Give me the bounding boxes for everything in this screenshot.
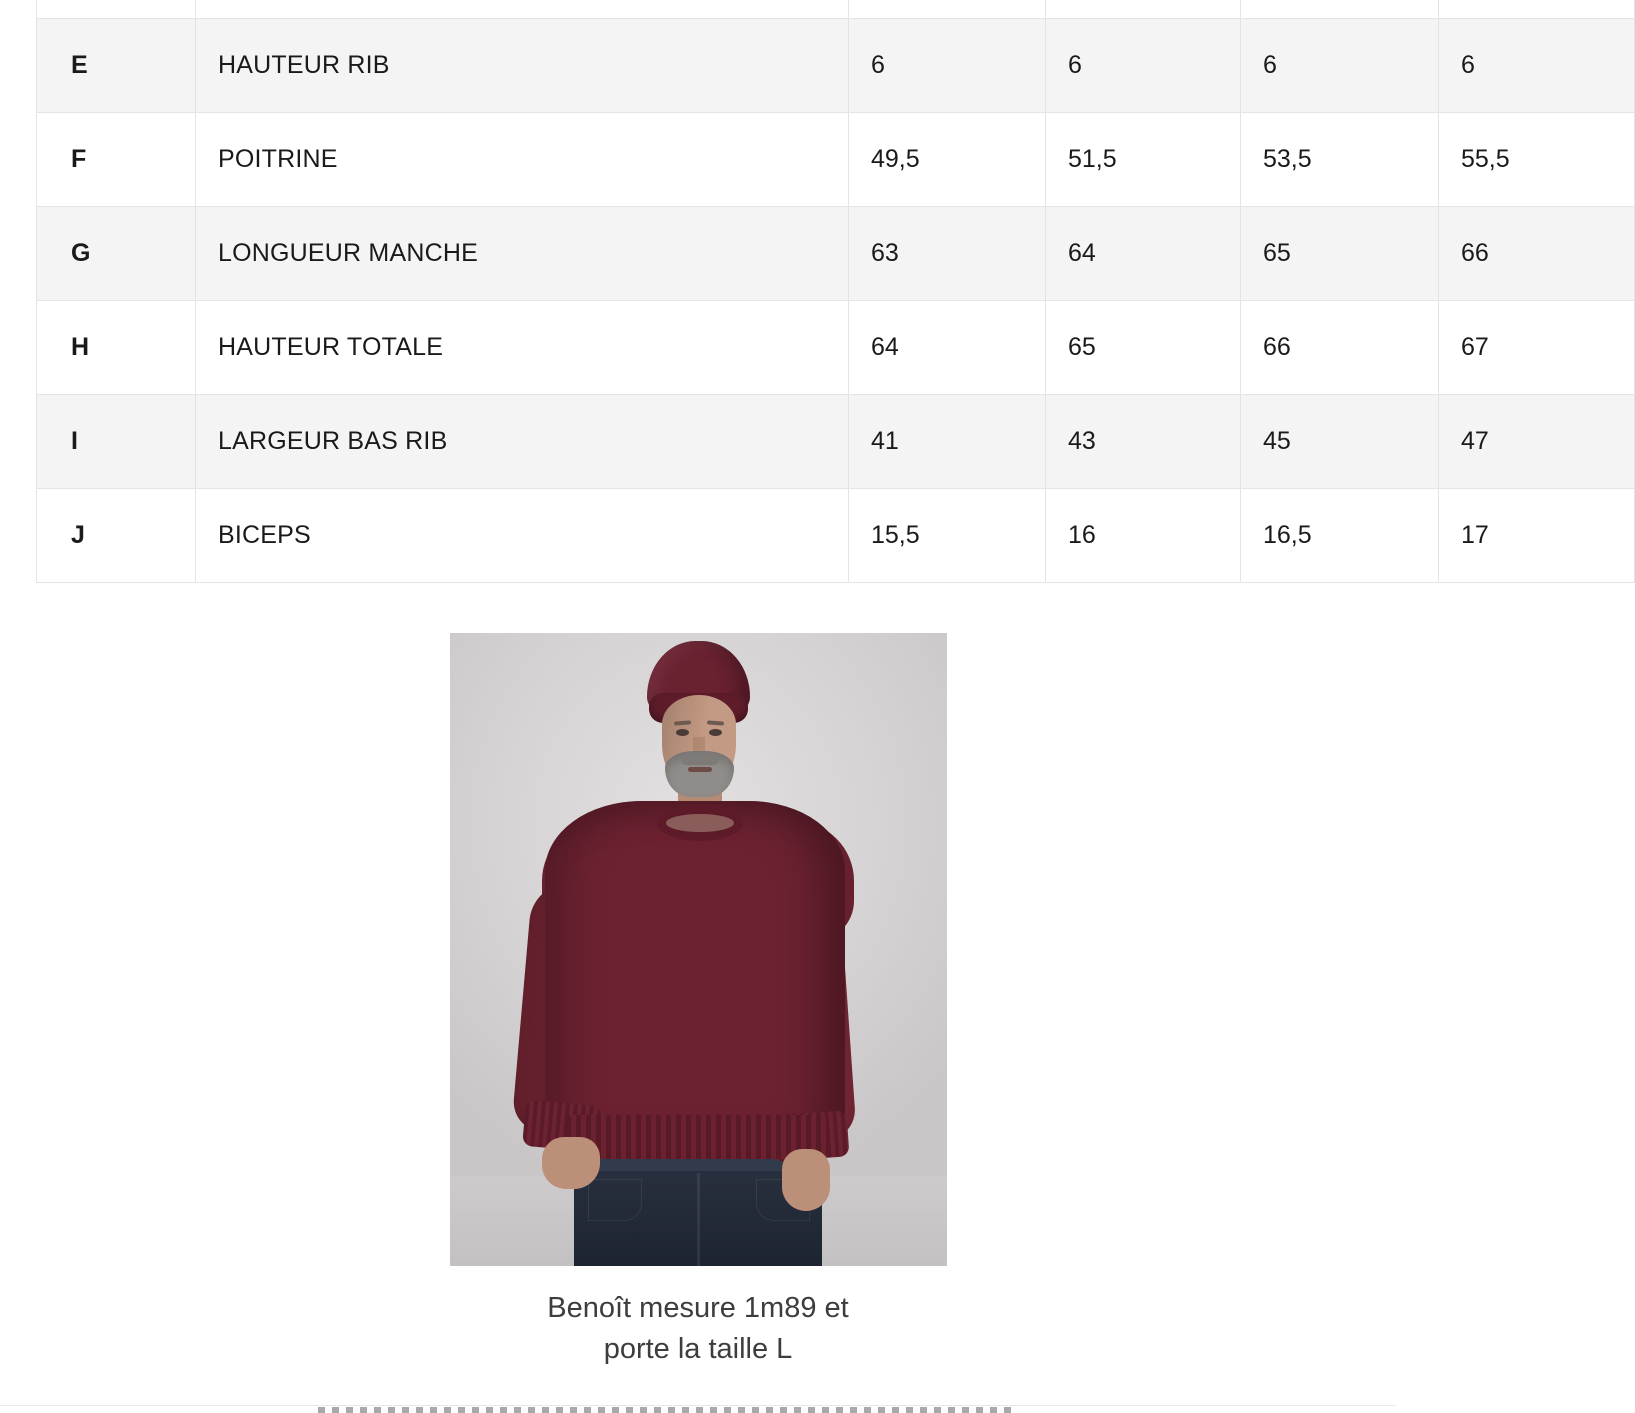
row-letter: I [37,395,196,489]
row-value-m: 6 [1046,19,1241,113]
sweater-body [545,801,845,1151]
row-letter: G [37,207,196,301]
table-row [37,0,1635,19]
row-letter: E [37,19,196,113]
caption-line-2: porte la taille L [603,1333,793,1366]
row-value-m [1046,0,1241,19]
row-value-s: 49,5 [849,113,1046,207]
row-value-l: 65 [1241,207,1439,301]
page-bottom-dashed-rule [318,1407,1018,1413]
model-photo [450,633,947,1266]
row-value-m: 65 [1046,301,1241,395]
model-mustache [681,753,719,765]
table-row [37,301,1635,395]
size-guide-table [36,0,1635,583]
row-measurement-label: HAUTEUR TOTALE [196,301,849,395]
row-measurement-label [196,0,849,19]
row-value-s: 6 [849,19,1046,113]
model-photo-block [0,633,1396,1370]
page-bottom-edge [0,1405,1396,1413]
model-eye-left [676,729,689,736]
row-value-l: 66 [1241,301,1439,395]
row-value-xl [1439,0,1635,19]
table-row [37,207,1635,301]
row-value-xl: 47 [1439,395,1635,489]
row-value-s: 63 [849,207,1046,301]
table-row [37,19,1635,113]
row-measurement-label: BICEPS [196,489,849,583]
model-eye-right [709,729,722,736]
sweater-collar [657,805,743,841]
size-guide-table-body [37,0,1635,583]
row-value-xl: 6 [1439,19,1635,113]
table-row [37,489,1635,583]
model-figure [450,633,947,1266]
row-value-xl: 66 [1439,207,1635,301]
table-row [37,395,1635,489]
size-guide-table-container [0,0,1510,583]
table-row [37,113,1635,207]
row-value-l: 53,5 [1241,113,1439,207]
jeans-seam [697,1173,700,1266]
row-letter: J [37,489,196,583]
row-value-l: 6 [1241,19,1439,113]
row-value-xl: 67 [1439,301,1635,395]
row-letter [37,0,196,19]
row-value-xl: 55,5 [1439,113,1635,207]
row-value-l: 16,5 [1241,489,1439,583]
model-hand-right [782,1149,830,1211]
row-letter: F [37,113,196,207]
row-measurement-label: HAUTEUR RIB [196,19,849,113]
row-value-m: 51,5 [1046,113,1241,207]
model-hand-left [542,1137,600,1189]
model-mouth [688,767,712,772]
row-measurement-label: LONGUEUR MANCHE [196,207,849,301]
jeans-pocket-left [588,1179,642,1221]
row-value-s: 41 [849,395,1046,489]
row-measurement-label: LARGEUR BAS RIB [196,395,849,489]
row-value-l: 45 [1241,395,1439,489]
row-value-m: 43 [1046,395,1241,489]
row-value-l [1241,0,1439,19]
row-value-m: 64 [1046,207,1241,301]
row-letter: H [37,301,196,395]
row-value-s: 15,5 [849,489,1046,583]
row-value-s: 64 [849,301,1046,395]
row-value-xl: 17 [1439,489,1635,583]
model-photo-caption [438,1288,958,1370]
caption-line-1: Benoît mesure 1m89 et [547,1292,849,1324]
row-measurement-label: POITRINE [196,113,849,207]
row-value-m: 16 [1046,489,1241,583]
row-value-s [849,0,1046,19]
sweater-hem-rib [566,1115,828,1159]
